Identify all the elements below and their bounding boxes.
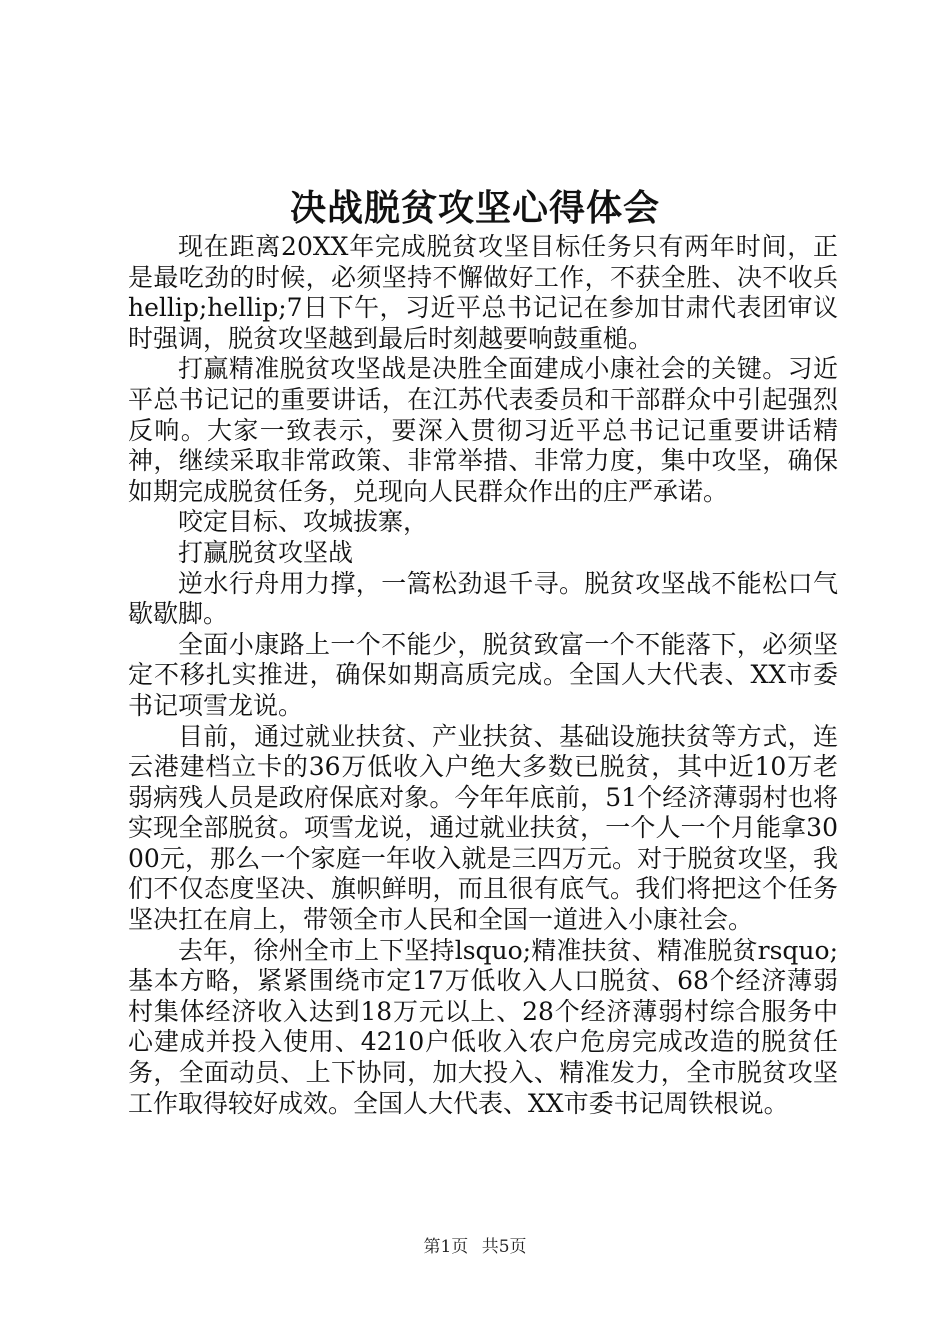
paragraph: 打赢精准脱贫攻坚战是决胜全面建成小康社会的关键。习近平总书记记的重要讲话，在江苏代表委员和干部群众中引起强烈反响。大家一致表示，要深入贯彻习近平总书记记重要讲话精神，继续采取非常政策、非常举措、非常力度，集中攻坚，确保如期完成脱贫任务，兑现向人民群众作出的庄严承诺。 (128, 354, 838, 506)
paragraph: 目前，通过就业扶贫、产业扶贫、基础设施扶贫等方式，连云港建档立卡的36万低收入户绝大多数已脱贫，其中近10万老弱病残人员是政府保底对象。今年年底前，51个经济薄弱村也将实现全部脱贫。项雪龙说，通过就业扶贫，一个人一个月能拿3000元，那么一个家庭一年收入就是三四万元。对于脱贫攻坚，我们不仅态度坚决、旗帜鲜明，而且很有底气。我们将把这个任务坚决扛在肩上，带领全市人民和全国一道进入小康社会。 (128, 721, 838, 935)
paragraph: 咬定目标、攻城拔寨， (178, 507, 429, 537)
page-number: 第1页 (423, 1237, 469, 1257)
page-total: 共5页 (481, 1237, 527, 1257)
paragraph: 现在距离20XX年完成脱贫攻坚目标任务只有两年时间，正是最吃劲的时候，必须坚持不懈做好工作，不获全胜、决不收兵hellip;hellip;7日下午，习近平总书记记在参加甘肃代表团审议时强调，脱贫攻坚越到最后时刻越要响鼓重槌。 (128, 232, 838, 353)
paragraph: 去年，徐州全市上下坚持lsquo;精准扶贫、精准脱贫rsquo;基本方略，紧紧围绕市定17万低收入人口脱贫、68个经济薄弱村集体经济收入达到18万元以上、28个经济薄弱村综合服务中心建成并投入使用、4210户低收入农户危房完成改造的脱贫任务，全面动员、上下协同，加大投入、精准发力，全市脱贫攻坚工作取得较好成效。全国人大代表、XX市委书记周铁根说。 (128, 935, 838, 1118)
page-footer (0, 1232, 950, 1257)
document-title: 决战脱贫攻坚心得体会 (289, 187, 660, 229)
paragraph: 全面小康路上一个不能少，脱贫致富一个不能落下，必须坚定不移扎实推进，确保如期高质完成。全国人大代表、XX市委书记项雪龙说。 (128, 629, 838, 720)
paragraph: 逆水行舟用力撑，一篙松劲退千寻。脱贫攻坚战不能松口气歇歇脚。 (128, 568, 838, 629)
paragraph: 打赢脱贫攻坚战 (178, 537, 354, 567)
document-body (128, 232, 838, 1119)
